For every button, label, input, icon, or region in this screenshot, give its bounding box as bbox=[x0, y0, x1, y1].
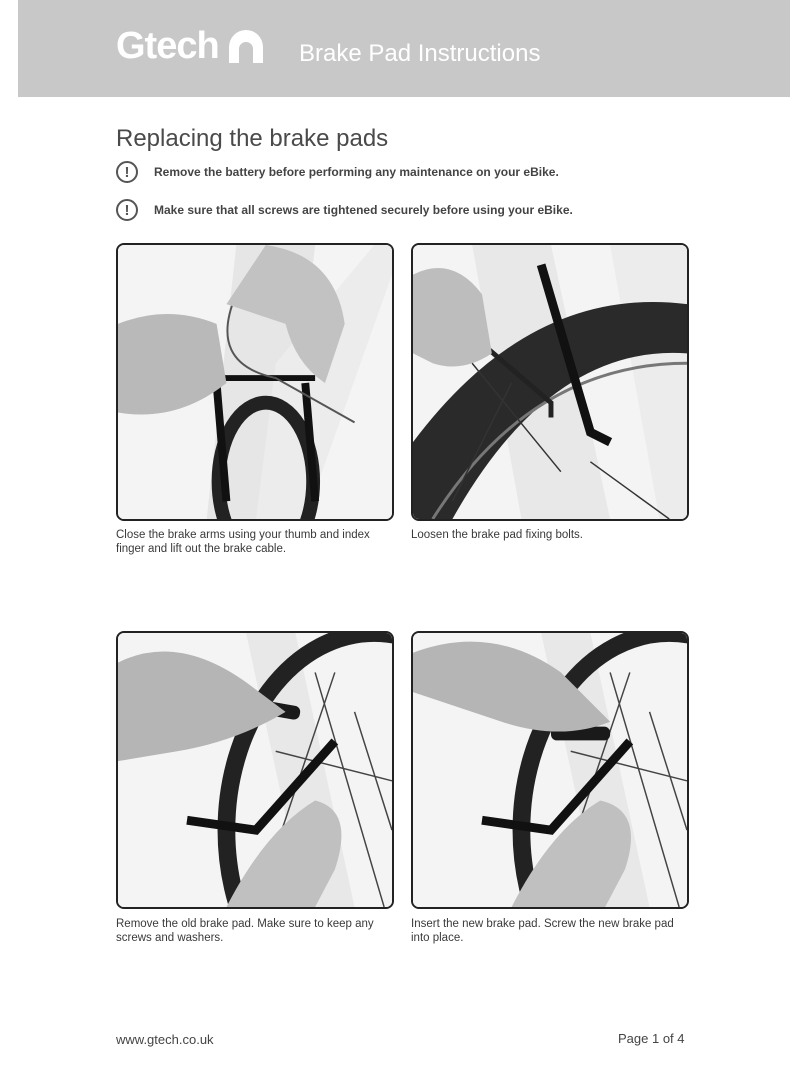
page-title: Replacing the brake pads bbox=[116, 125, 389, 152]
step-4-photo bbox=[411, 631, 689, 909]
step-3-caption: Remove the old brake pad. Make sure to keep any screws and washers. bbox=[116, 918, 374, 944]
step-2-caption: Loosen the brake pad fixing bolts. bbox=[411, 529, 583, 541]
step-2-photo bbox=[411, 243, 689, 521]
warning-text: Remove the battery before performing any maintenance on your eBike. bbox=[154, 165, 559, 179]
warning-icon: ! bbox=[116, 161, 138, 183]
header-title: Brake Pad Instructions bbox=[299, 40, 541, 67]
gtech-logo bbox=[116, 26, 265, 66]
page-number: Page 1 of 4 bbox=[618, 1031, 685, 1046]
gtech-arch-icon bbox=[227, 29, 265, 63]
warning-text: Make sure that all screws are tightened securely before using your eBike. bbox=[154, 203, 573, 217]
warning-battery bbox=[116, 161, 559, 183]
step-3-photo bbox=[116, 631, 394, 909]
step-1-caption: Close the brake arms using your thumb and index finger and lift out the brake cable. bbox=[116, 529, 370, 555]
step-4-caption: Insert the new brake pad. Screw the new brake pad into place. bbox=[411, 918, 674, 944]
warning-icon: ! bbox=[116, 199, 138, 221]
logo-text: Gtech bbox=[116, 25, 219, 67]
warning-screws bbox=[116, 199, 573, 221]
footer-url[interactable]: www.gtech.co.uk bbox=[116, 1032, 214, 1047]
step-1-photo bbox=[116, 243, 394, 521]
